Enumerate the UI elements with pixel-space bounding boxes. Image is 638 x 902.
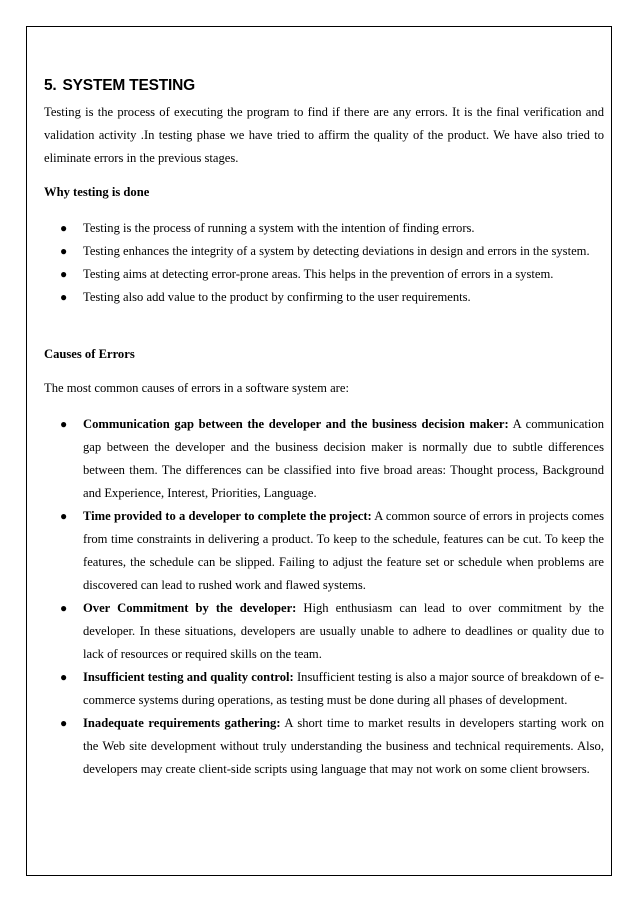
cause-title: Time provided to a developer to complete the project: [83, 509, 372, 523]
list-item [44, 413, 604, 505]
document-page [26, 26, 612, 876]
list-item [44, 712, 604, 781]
causes-list [44, 413, 604, 781]
why-testing-list [44, 217, 604, 309]
section-heading [44, 77, 604, 95]
list-item [44, 597, 604, 666]
bullet-icon: ● [60, 670, 68, 684]
page-content [44, 77, 604, 781]
list-item [44, 240, 604, 263]
bullet-icon: ● [60, 417, 68, 431]
bullet-icon: ● [60, 716, 68, 730]
cause-title: Inadequate requirements gathering: [83, 716, 281, 730]
causes-heading: Causes of Errors [44, 347, 135, 361]
causes-intro: The most common causes of errors in a software system are: [44, 381, 349, 395]
list-item [44, 666, 604, 712]
intro-paragraph: Testing is the process of executing the program to find if there are any errors. It is the final verification and validation activity .In testing phase we have tried to affirm the quality of the product. We have also tried to eliminate errors in the previous stages. [44, 105, 604, 165]
list-item [44, 505, 604, 597]
cause-text: Insufficient testing is also a major source of breakdown of e-commerce systems during operations, as testing must be done during all phases of development. [83, 670, 604, 707]
list-item [44, 263, 604, 286]
cause-title: Insufficient testing and quality control: [83, 670, 294, 684]
cause-text: High enthusiasm can lead to over commitment by the developer. In these situations, developers are usually unable to adhere to deadlines or quality due to lack of resources or required skills on the team. [83, 601, 604, 661]
bullet-icon: ● [60, 601, 68, 615]
section-title: SYSTEM TESTING [62, 77, 195, 94]
cause-text: A common source of errors in projects comes from time constraints in delivering a product. To keep to the schedule, features can be cut. To keep the features, the schedule can be slipped. Failing to adjust the feature set or schedule when problems are discovered can lead to rushed work and flawed systems. [83, 509, 604, 592]
list-item-text: Testing is the process of running a system with the intention of finding errors. [83, 221, 475, 235]
bullet-icon: ● [60, 509, 68, 523]
bullet-icon: ● [60, 244, 68, 258]
bullet-icon: ● [60, 290, 68, 304]
section-number: 5. [44, 77, 57, 94]
cause-text: A communication gap between the developer and the business decision maker is normally due to subtle differences between them. The differences can be classified into five broad areas: Thought process, Background and Experience, Interest, Priorities, Language. [83, 417, 605, 500]
cause-text: A short time to market results in developers starting work on the Web site development without truly understanding the business and technical requirements. Also, developers may create client-side scripts using language that may not work on some client browsers. [83, 716, 604, 776]
list-item-text: Testing aims at detecting error-prone areas. This helps in the prevention of errors in a system. [83, 267, 554, 281]
bullet-icon: ● [60, 267, 68, 281]
list-item [44, 286, 604, 309]
why-testing-heading: Why testing is done [44, 185, 150, 199]
cause-title: Communication gap between the developer and the business decision maker: [83, 417, 509, 431]
bullet-icon: ● [60, 221, 68, 235]
list-item-text: Testing enhances the integrity of a system by detecting deviations in design and errors in the system. [83, 244, 590, 258]
list-item-text: Testing also add value to the product by confirming to the user requirements. [83, 290, 471, 304]
cause-title: Over Commitment by the developer: [83, 601, 297, 615]
list-item [44, 217, 604, 240]
